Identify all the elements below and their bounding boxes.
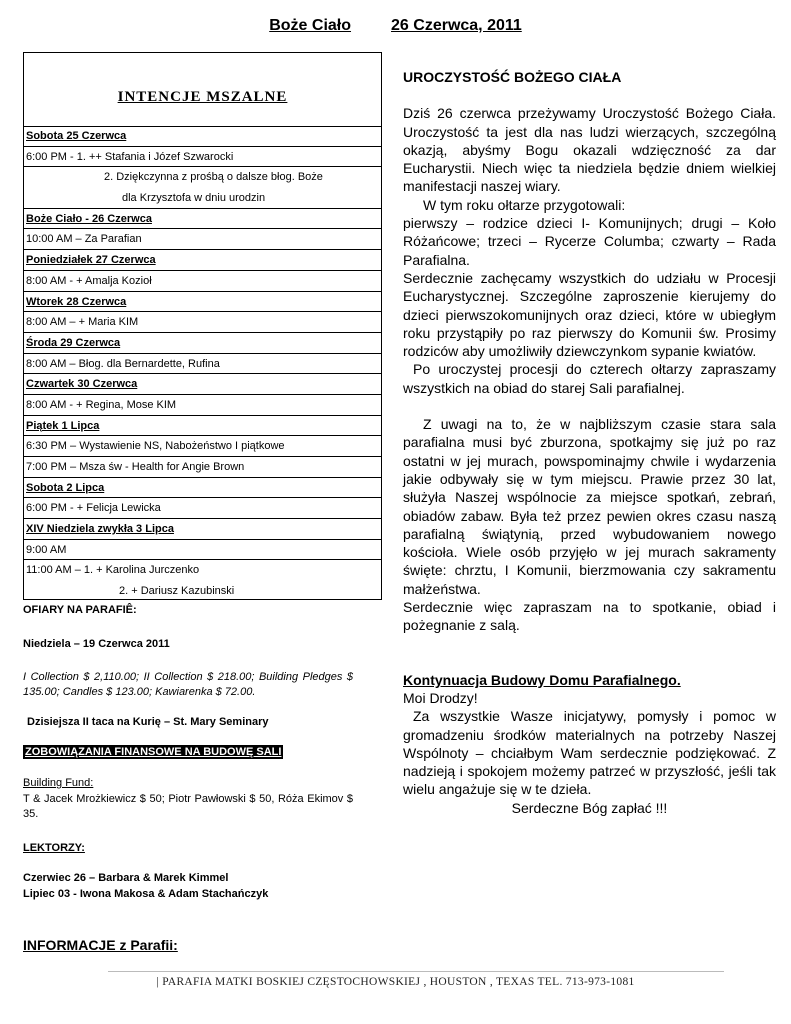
offerings-date: Niedziela – 19 Czerwca 2011 bbox=[23, 638, 170, 650]
intention-day-heading: Poniedziałek 27 Czerwca bbox=[24, 250, 381, 271]
intention-entry: 8:00 AM – + Maria KIM bbox=[24, 312, 381, 333]
intention-day-heading: Boże Ciało - 26 Czerwca bbox=[24, 209, 381, 230]
intention-entry: 11:00 AM – 1. + Karolina Jurczenko bbox=[26, 564, 200, 577]
offerings-details: I Collection $ 2,110.00; II Collection $ 218.00; Building Pledges $ 135.00; Candles $ 123.00; Kawiarenka $ 72.00. bbox=[23, 671, 353, 698]
footer: | PARAFIA MATKI BOSKIEJ CZĘSTOCHOWSKIEJ , HOUSTON , TEXAS TEL. 713-973-1081 bbox=[156, 976, 635, 988]
intention-entry: dla Krzysztofa w dniu urodzin bbox=[24, 188, 381, 209]
intention-day-heading: XIV Niedziela zwykła 3 Lipca bbox=[24, 519, 381, 540]
building-heading-wrap bbox=[23, 745, 353, 759]
intention-entry: 2. + Dariusz Kazubinski bbox=[119, 585, 235, 598]
title-feast: Boże Ciało bbox=[269, 17, 352, 34]
paragraph-7: Serdecznie więc zapraszam na to spotkanie, obiad i pożegnanie z salą. bbox=[403, 599, 776, 634]
paragraph-8: Za wszystkie Wasze inicjatywy, pomysły i pomoc w gromadzeniu środków materialnych na potrzeby Naszej Wspólnoty – chciałbym Wam serdecznie podziękować. Z nadzieją i spokojem możemy patrzeć w przyszłość, jeśli tak wielu angażuje się w te dzieła. bbox=[403, 708, 776, 798]
intention-entry: 8:00 AM - + Regina, Mose KIM bbox=[24, 395, 381, 416]
lectors-line-2: Lipiec 03 - Iwona Makosa & Adam Stachańczyk bbox=[23, 888, 269, 900]
intention-entry: 8:00 AM – Błog. dla Bernardette, Rufina bbox=[24, 354, 381, 375]
right-column bbox=[403, 68, 776, 817]
greeting: Moi Drodzy! bbox=[403, 689, 478, 706]
intention-entry: 6:00 PM - + Felicja Lewicka bbox=[24, 498, 381, 519]
intention-entry: 9:00 AM bbox=[24, 540, 381, 561]
intention-day-heading: Czwartek 30 Czerwca bbox=[24, 374, 381, 395]
paragraph-2: W tym roku ołtarze przygotowali: bbox=[423, 196, 626, 213]
intention-entry: 6:00 PM - 1. ++ Stafania i Józef Szwarocki bbox=[24, 147, 381, 168]
building-fund-label: Building Fund: bbox=[23, 777, 94, 789]
info-heading: INFORMACJE z Parafii: bbox=[23, 937, 178, 953]
intention-entry: 10:00 AM – Za Parafian bbox=[24, 229, 381, 250]
intention-day-heading: Piątek 1 Lipca bbox=[24, 416, 381, 437]
paragraph-3: pierwszy – rodzice dzieci I- Komunijnych; drugi – Koło Różańcowe; trzeci – Rycerze Columba; czwarty – Rada Parafialna. bbox=[403, 215, 776, 268]
intention-entry: 6:30 PM – Wystawienie NS, Nabożeństwo I piątkowe bbox=[24, 436, 381, 457]
lectors-line-1: Czerwiec 26 – Barbara & Marek Kimmel bbox=[23, 872, 229, 884]
paragraph-6: Z uwagi na to, że w najbliższym czasie stara sala parafialna musi być zburzona, spotkajmy się już po raz ostatni w jej murach, powspominajmy chwile i wydarzenia jakie odbywały się w tym miejscu. Prawie przez 30 lat, służyła Naszej wspólnocie za miejsce spotkań, zebrań, obiadów zabaw. Była też przez pewien okres czasu naszą parafialną świątynią, przed wybudowaniem nowego kościoła. Wiele osób przyjęło w jej murach sakramenty święte: chrztu, I Komunii, bierzmowania czy sakramentu małżeństwa. bbox=[403, 416, 776, 597]
second-collection: Dzisiejsza II taca na Kurię – St. Mary Seminary bbox=[27, 716, 269, 728]
intention-day-heading: Środa 29 Czerwca bbox=[24, 333, 381, 354]
offerings-heading: OFIARY NA PARAFIÊ: bbox=[23, 604, 137, 616]
feast-heading: UROCZYSTOŚĆ BOŻEGO CIAŁA bbox=[403, 69, 622, 85]
intentions-box bbox=[23, 52, 382, 600]
paragraph-1: Dziś 26 czerwca przeżywamy Uroczystość Bożego Ciała. Uroczystość ta jest dla nas ludzi wierzących, szczególną okazją, abyśmy Bogu okazali wdzięczność za dar Eucharystii. Niech więc ta niedziela będzie dniem wielkiej manifestacji naszej wiary. bbox=[403, 105, 776, 195]
title-date: 26 Czerwca, 2011 bbox=[391, 17, 522, 34]
paragraph-5: Po uroczystej procesji do czterech ołtarzy zapraszamy wszystkich na obiad do starej Sali parafialnej. bbox=[403, 361, 776, 396]
intention-entry: 8:00 AM - + Amalja Kozioł bbox=[24, 271, 381, 292]
intentions-title: INTENCJE MSZALNE bbox=[117, 89, 288, 105]
paragraph-4: Serdecznie zachęcamy wszystkich do udziału w Procesji Eucharystycznej. Szczególne zaproszenie kierujemy do dzieci pierwszokomunijnych oraz dzieci, które w ubiegłym roku przystąpiły po raz pierwszy do Komunii św. Prosimy rodziców aby umożliwiły dziewczynkom sypanie kwiatów. bbox=[403, 269, 776, 360]
building-heading: ZOBOWIĄZANIA FINANSOWE NA BUDOWĘ SALI bbox=[25, 746, 282, 758]
footer-divider bbox=[108, 971, 724, 972]
intentions-header bbox=[24, 53, 381, 127]
intention-day-heading: Wtorek 28 Czerwca bbox=[24, 292, 381, 313]
page-title bbox=[0, 17, 791, 35]
intention-day-heading: Sobota 2 Lipca bbox=[24, 478, 381, 499]
building-continuation-heading: Kontynuacja Budowy Domu Parafialnego. bbox=[403, 671, 681, 688]
building-fund-text: T & Jacek Mrożkiewicz $ 50; Piotr Pawłowski $ 50, Róża Ekimov $ 35. bbox=[23, 793, 353, 820]
intention-entry: 7:00 PM – Msza św - Health for Angie Brown bbox=[24, 457, 381, 478]
lectors-heading: LEKTORZY: bbox=[23, 842, 85, 854]
closing: Serdeczne Bóg zapłać !!! bbox=[511, 799, 668, 816]
intention-day-heading: Sobota 25 Czerwca bbox=[24, 126, 381, 147]
intention-entry: 2. Dziękczynna z prośbą o dalsze błog. Boże bbox=[104, 171, 323, 184]
intentions-list bbox=[24, 126, 381, 602]
